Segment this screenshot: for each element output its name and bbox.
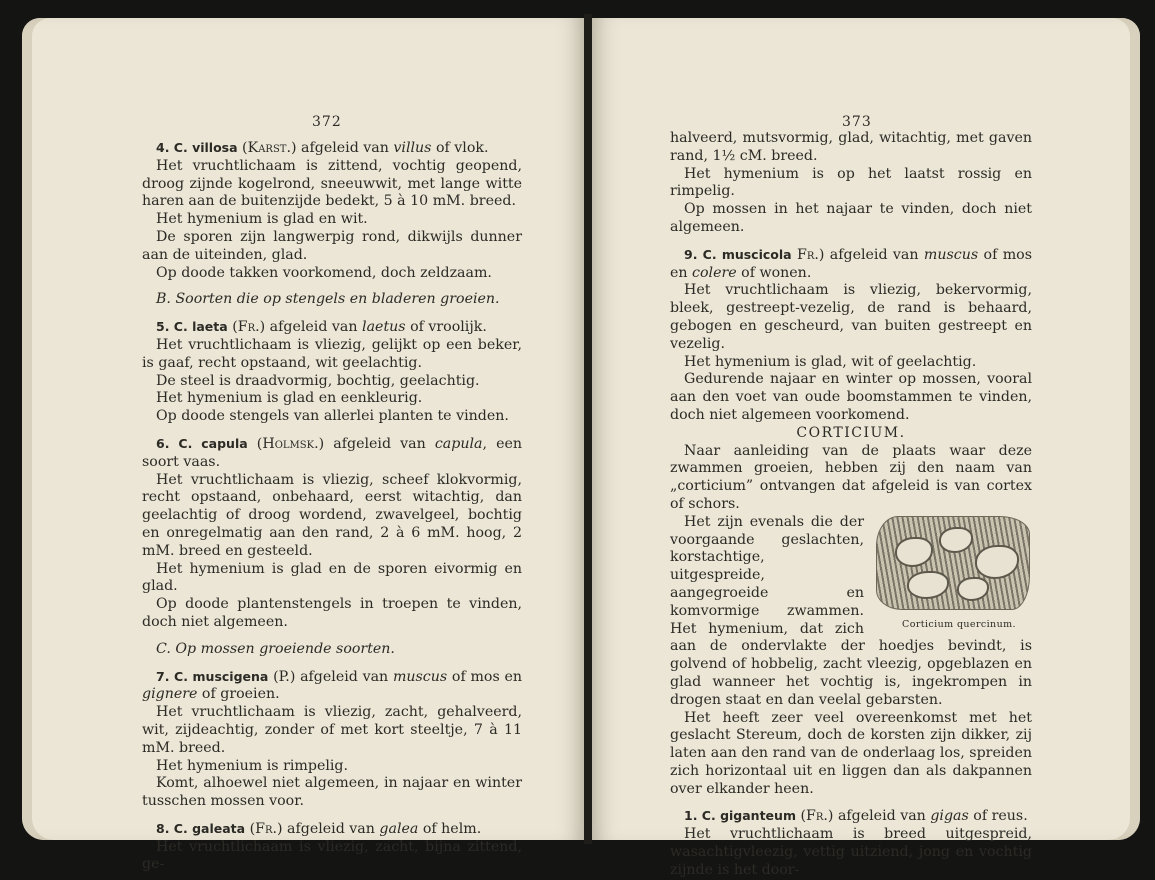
species-entry <box>142 139 522 158</box>
entry-text: laetus <box>362 319 406 336</box>
paragraph: Het vruchtlichaam is vliezig, gelijkt op een beker, is gaaf, recht opstaand, wit geelachtig. <box>142 336 522 371</box>
entry-text: ) afgeleid van <box>259 319 363 336</box>
entry-text: Fr. <box>255 820 277 837</box>
paragraph: Op doode plantenstengels in troepen te vinden, doch niet algemeen. <box>142 596 522 630</box>
entry-text: of mos en <box>670 246 1032 281</box>
right-page <box>592 18 1140 878</box>
paragraph: Het vruchtlichaam is zittend, vochtig geopend, droog zijnde kogelrond, sneeuwwit, met lange witte haren aan de buitenzijde bedekt, 5 à 10 mM. breed. <box>142 157 522 210</box>
paragraph: Gedurende najaar en winter op mossen, vooral aan den voet van oude boomstammen te vinden, doch niet algemeen voorkomend. <box>670 371 1032 423</box>
species-entry <box>142 435 522 472</box>
paragraph: Het hymenium is glad en de sporen eivormig en glad. <box>142 560 522 595</box>
entry-text: muscus <box>923 246 979 263</box>
paragraph: Het hymenium is glad en wit. <box>156 211 368 228</box>
entry-text: ) afgeleid van <box>290 140 394 156</box>
paragraph: De steel is draadvormig, bochtig, geelachtig. <box>156 372 480 389</box>
entry-text: ( <box>237 140 248 156</box>
book-gutter <box>584 14 592 844</box>
species-entry <box>142 668 522 705</box>
paragraph: Komt, alhoewel niet algemeen, in najaar en winter tusschen mossen voor. <box>142 775 522 810</box>
species-entry <box>670 246 1032 283</box>
entry-text: of mos en <box>447 668 523 685</box>
entry-text: of groeien. <box>197 686 280 703</box>
entry-text: ( <box>245 820 256 837</box>
corticium-figure <box>872 516 1032 634</box>
paragraph: Het vruchtlichaam is vliezig, scheef klokvormig, recht opstaand, onbehaard, eerst witachtig, dan geelachtig of droog wordend, zwavelgeel, bochtig en onregelmatig aan den rand, 2 à 6 mM. hoog, 2 mM. breed en gesteeld. <box>142 471 522 559</box>
species-name: 7. C. muscigena <box>156 668 269 684</box>
species-name: 4. C. villosa <box>156 140 238 155</box>
paragraph: Het vruchtlichaam is vliezig, zacht, gehalveerd, wit, zijdeachtig, zonder of met kort steeltje, 7 à 11 mM. breed. <box>142 704 522 756</box>
paragraph-text: Het zijn evenals die der voorgaande geslachten, korstachtige, uitgespreide, aangegroeide en komvormige zwammen. Het hymenium, dat zich aan de ondervlakte der hoedjes bevindt, is golvend of hobbelig, zacht vleezig, opgeblazen en glad wanneer het vochtig is, ingekrompen in drogen staat en dan veelal gebarsten. <box>670 513 1032 708</box>
entry-text: Fr. <box>237 319 260 336</box>
entry-text: Holmsk. <box>262 435 319 452</box>
entry-text: of vroolijk. <box>405 319 487 336</box>
entry-text: of helm. <box>418 820 482 837</box>
entry-text: (P.) afgeleid van <box>268 668 393 685</box>
fungus-illustration <box>876 516 1030 610</box>
fungus-cap <box>957 577 989 601</box>
fungus-cap <box>975 545 1019 579</box>
entry-text: ) afgeleid van <box>277 820 380 837</box>
right-page-text <box>670 130 1032 880</box>
species-entry <box>142 820 522 839</box>
species-name: 1. C. giganteum <box>684 808 796 824</box>
entry-text: ( <box>247 435 263 452</box>
species-name: 8. C. galeata <box>156 820 246 836</box>
paragraph: De sporen zijn langwerpig rond, dikwijls dunner aan de uiteinden, glad. <box>142 228 522 263</box>
paragraph <box>670 514 1032 710</box>
entry-text: of wonen. <box>736 264 812 281</box>
paragraph: Het hymenium is rimpelig. <box>156 757 349 774</box>
paragraph: Het vruchtlichaam is vliezig, bekervormig, bleek, gestreept-vezelig, de rand is behaard, gebogen en gescheurd, van buiten gestreept en vezelig. <box>670 282 1032 352</box>
entry-text: ) afgeleid van <box>318 435 435 452</box>
species-name: 5. C. laeta <box>156 319 228 335</box>
left-page <box>22 18 584 873</box>
paragraph: Het hymenium is glad en eenkleurig. <box>156 390 423 407</box>
paragraph: Het hymenium is glad, wit of geelachtig. <box>684 353 977 370</box>
figure-caption: Corticium quercinum. <box>902 618 1016 630</box>
page-number: 373 <box>842 114 872 130</box>
entry-text: ( <box>795 808 807 825</box>
fungus-cap <box>895 537 933 567</box>
genus-heading: CORTICIUM. <box>796 424 906 441</box>
paragraph: Op mossen in het najaar te vinden, doch niet algemeen. <box>670 201 1032 235</box>
entry-text: muscus <box>392 668 448 685</box>
paragraph: Het heeft zeer veel overeenkomst met het geslacht Stereum, doch de korsten zijn dikker, zij laten aan den rand van de onderlaag los, spreiden zich horizontaal uit en liggen dan als dakpannen over elkander heen. <box>670 709 1032 797</box>
entry-text: gignere <box>142 686 198 703</box>
paragraph: Het vruchtlichaam is breed uitgespreid, wasachtigvleezig, vettig uitziend, jong en vochtig zijnde is het door- <box>670 826 1032 878</box>
section-heading: C. Op mossen groeiende soorten. <box>156 640 395 657</box>
entry-text: Fr. <box>806 808 828 825</box>
fungus-cap <box>939 527 973 553</box>
species-entry <box>670 807 1032 826</box>
entry-text: Fr. <box>796 246 819 263</box>
species-entry <box>142 318 522 337</box>
entry-text: Karst. <box>247 140 291 156</box>
entry-text: villus <box>393 140 432 156</box>
paragraph: Het vruchtlichaam is vliezig, zacht, bijna zittend, ge- <box>142 838 522 873</box>
entry-text: colere <box>692 264 737 281</box>
paragraph: Naar aanleiding van de plaats waar deze zwammen groeien, hebben zij den naam van „corticium” ontvangen dat afgeleid is van cortex of schors. <box>670 442 1032 512</box>
fungus-cap <box>907 571 949 599</box>
paragraph: Op doode takken voorkomend, doch zeldzaam. <box>156 264 492 281</box>
entry-text: of vlok. <box>431 140 489 156</box>
entry-text: ) afgeleid van <box>818 246 924 263</box>
entry-text: ( <box>227 319 238 336</box>
section-heading: B. Soorten die op stengels en bladeren groeien. <box>156 291 500 308</box>
entry-text: gigas <box>930 808 969 825</box>
entry-text: ) afgeleid van <box>827 808 931 825</box>
paragraph: Op doode stengels van allerlei planten te vinden. <box>156 408 509 425</box>
entry-text: capula <box>434 435 483 452</box>
species-name: 9. C. muscicola <box>684 246 792 262</box>
paragraph: Het hymenium is op het laatst rossig en rimpelig. <box>670 165 1032 200</box>
entry-text: galea <box>379 820 419 837</box>
page-number: 372 <box>312 114 342 130</box>
entry-text: of reus. <box>968 808 1028 825</box>
species-name: 6. C. capula <box>156 435 248 451</box>
paragraph: halveerd, mutsvormig, glad, witachtig, met gaven rand, 1½ cM. breed. <box>670 130 1032 164</box>
entry-text: , een soort vaas. <box>142 435 523 470</box>
left-page-text <box>142 130 522 874</box>
